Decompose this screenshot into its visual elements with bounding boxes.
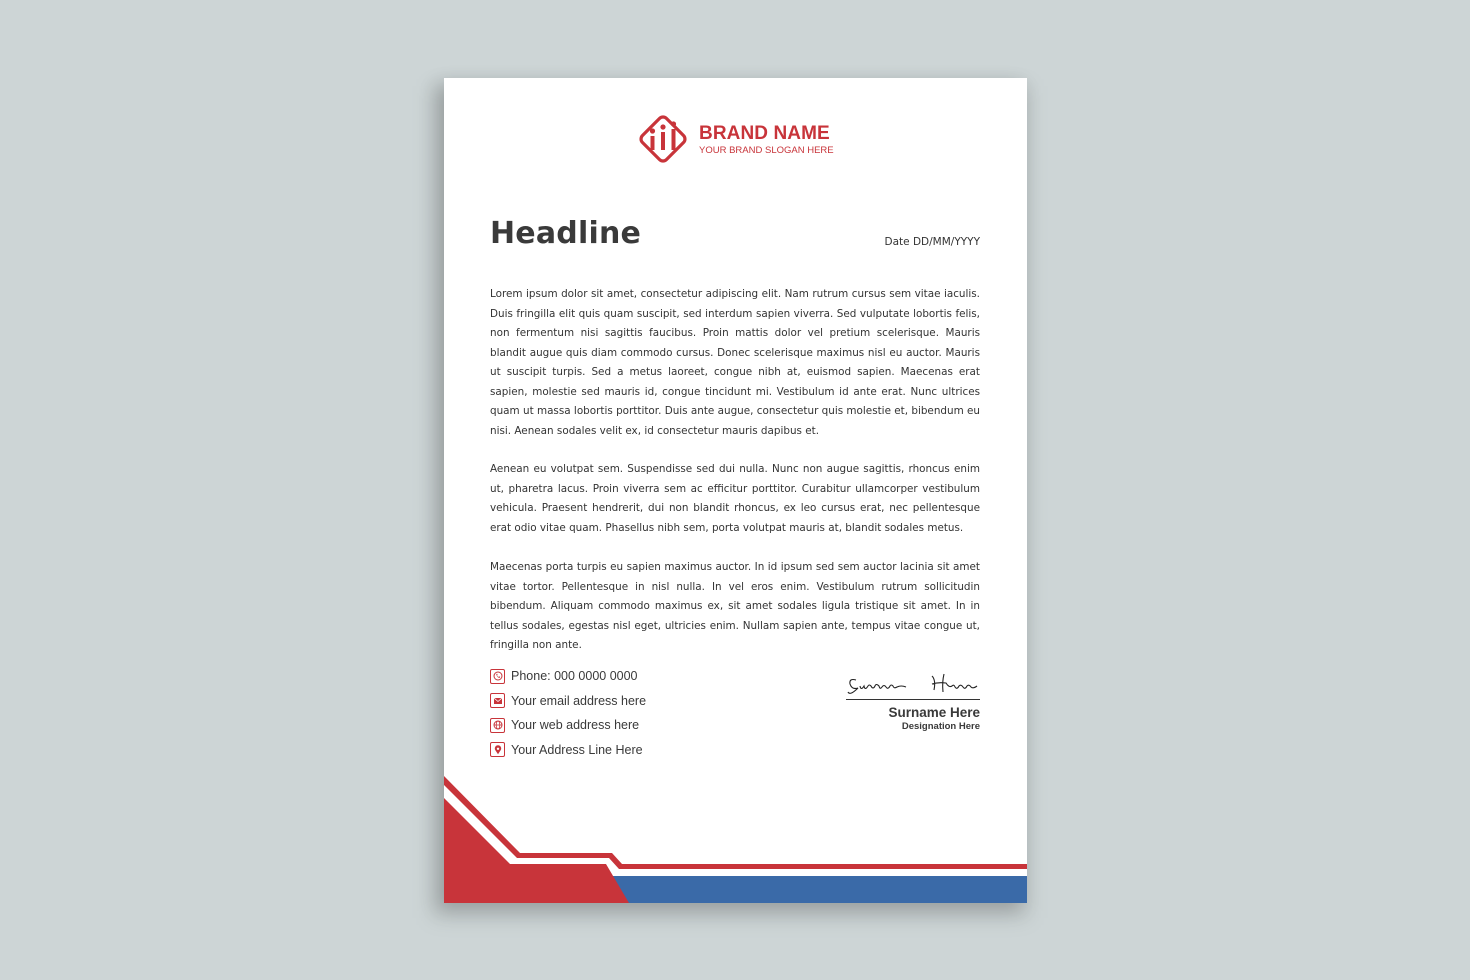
body-paragraph-2: Aenean eu volutpat sem. Suspendisse sed dui nulla. Nunc non augue sagittis, rhoncus enim ut, pharetra lacus. Proin viverra sem ac efficitur porttitor. Curabitur ullamcorper vestibulum vehicula. Praesent hendrerit, dui non blandit rhoncus, ex leo cursus erat, nec pellentesque erat odio vitae quam. Phasellus nibh sem, porta volutpat mauris at, blandit sodales metus. — [490, 463, 980, 534]
footer-decoration — [444, 768, 1027, 903]
signer-designation: Designation Here — [901, 721, 980, 733]
contact-address — [490, 738, 646, 763]
brand-logo — [632, 108, 834, 170]
footer-blue-band — [604, 876, 1027, 903]
brand-slogan: YOUR BRAND SLOGAN HERE — [699, 144, 834, 156]
contact-email — [490, 689, 646, 714]
email-icon — [490, 693, 505, 708]
diamond-bars-logo-icon — [632, 108, 694, 170]
contact-web — [490, 713, 646, 738]
date: Date DD/MM/YYYY — [884, 236, 980, 248]
contact-phone — [490, 664, 646, 689]
footer-red-wedge — [444, 798, 629, 903]
brand-name: BRAND NAME — [699, 122, 830, 144]
signature-block — [846, 666, 980, 732]
contact-address-text: Your Address Line Here — [511, 742, 643, 757]
contact-list — [490, 664, 646, 762]
globe-icon — [490, 718, 505, 733]
contact-web-text: Your web address here — [511, 718, 640, 733]
letterhead-page — [444, 78, 1027, 903]
signature-line — [846, 699, 980, 700]
contact-email-text: Your email address here — [511, 693, 647, 708]
headline: Headline — [490, 216, 642, 251]
body-paragraph-3: Maecenas porta turpis eu sapien maximus auctor. In id ipsum sed sem auctor lacinia sit amet vitae tortor. Pellentesque in nisl nulla. In vel eros enim. Vestibulum rutrum sollicitudin bibendum. Aliquam commodo maximus ex, sit amet sodales ligula tristique sit amet. In in tellus sodales, egestas nisl eget, ultricies enim. Nullam sapien ante, tempus vitae congue ut, fringilla non ante. — [490, 561, 980, 651]
phone-icon — [490, 669, 505, 684]
contact-phone-text: Phone: 000 0000 0000 — [511, 669, 638, 684]
handwritten-signature — [846, 666, 980, 700]
body-paragraph-1: Lorem ipsum dolor sit amet, consectetur adipiscing elit. Nam rutrum cursus sem vitae iaculis. Duis fringilla elit quis quam suscipit, sed interdum sapien viverra. Sed vulputate lobortis felis, non fermentum nisi sagittis faucibus. Proin mattis dolor vel pretium scelerisque. Mauris blandit augue quis diam commodo cursus. Donec scelerisque maximus nisl eu auctor. Mauris ut suscipit turpis. Sed a metus laoreet, congue nibh at, euismod sapien. Maecenas erat sapien, molestie sed mauris id, congue tincidunt mi. Vestibulum id ante erat. Nunc ultrices quam ut massa lobortis porttitor. Duis ante augue, consectetur quis molestie et, bibendum eu nisi. Aenean sodales velit ex, id consectetur mauris dapibus et. — [490, 288, 980, 437]
location-pin-icon — [490, 742, 505, 757]
footer-red-stripe — [444, 776, 1027, 869]
signer-name: Surname Here — [888, 705, 980, 721]
